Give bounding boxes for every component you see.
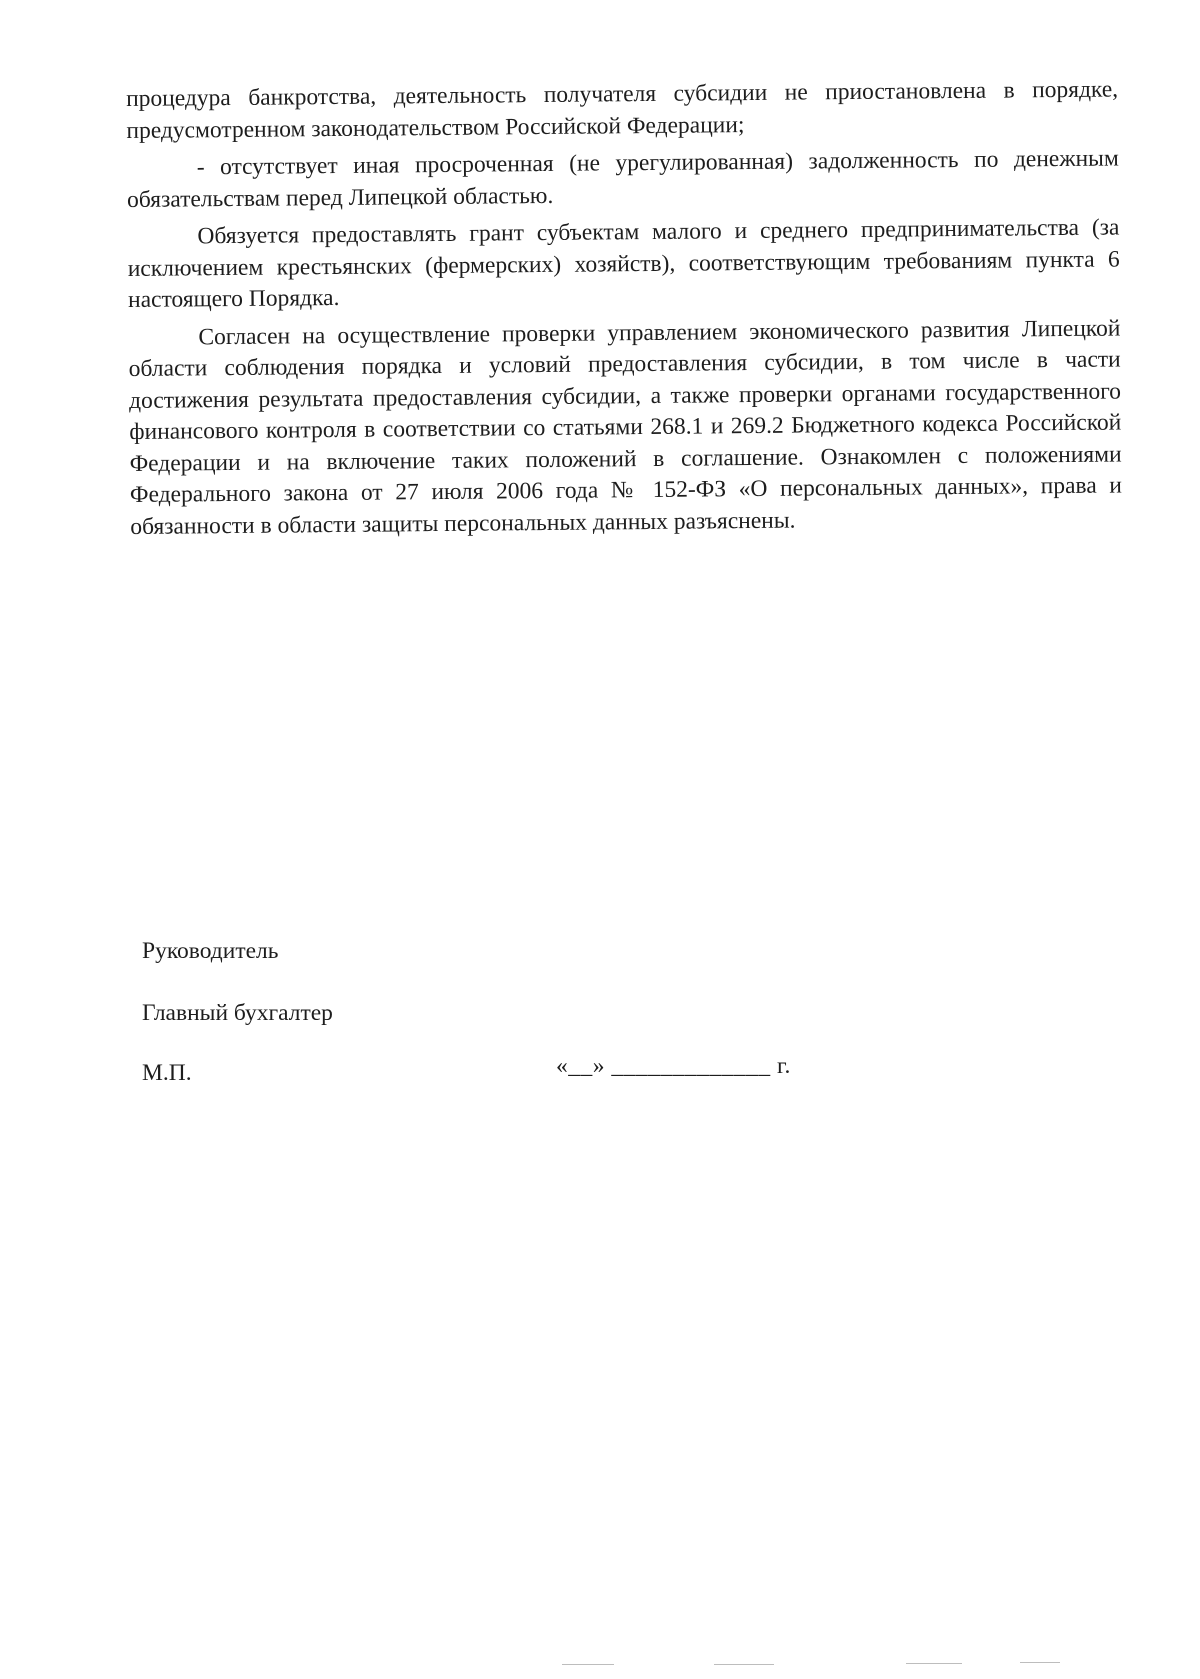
document-body [126,74,1122,549]
scan-mark [1020,1662,1060,1663]
scan-mark [714,1664,774,1665]
paragraph-consent: Согласен на осуществление проверки управлением экономического развития Липецкой области соблюдения порядка и условий предоставления субсидии, в том числе в части достижения результата предоставления субсидии, а также проверки органами государственного финансового контроля в соответствии со статьями 268.1 и 269.2 Бюджетного кодекса Российской Федерации и на включение таких положений в соглашение. Ознакомлен с положениями Федерального закона от 27 июля 2006 года № 152-ФЗ «О персональных данных», права и обязанности в области защиты персональных данных разъяснены. [128,314,1123,540]
date-line: «__» _____________ г. [556,1053,791,1079]
paragraph-bankruptcy: процедура банкротства, деятельность получателя субсидии не приостановлена в порядке, предусмотренном законодательством Российской Федерации; [126,76,1119,144]
scan-mark [562,1664,614,1665]
paragraph-debt: - отсутствует иная просроченная (не урегулированная) задолженность по денежным обязательствам перед Липецкой областью. [126,145,1119,213]
stamp-place-label: М.П. [142,1060,192,1086]
paragraph-obligation: Обязуется предоставлять грант субъектам малого и среднего предпринимательства (за исключением крестьянских (фермерских) хозяйств), соответствующим требованиям пункта 6 настоящего Порядка. [127,214,1120,313]
scan-mark [906,1663,962,1664]
chief-accountant-signature-label: Главный бухгалтер [142,1000,333,1026]
head-signature-label: Руководитель [142,938,279,964]
